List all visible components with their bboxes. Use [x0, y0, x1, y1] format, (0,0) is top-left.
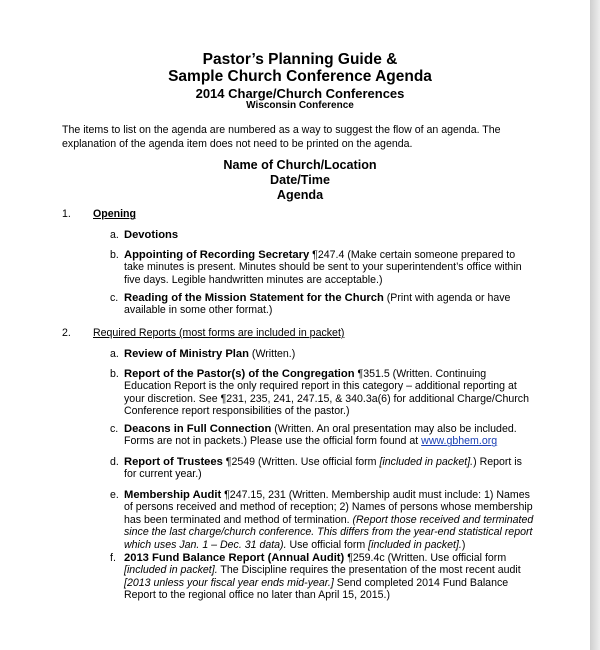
- item-letter: b.: [110, 368, 119, 380]
- item-heading: Reading of the Mission Statement for the Church: [124, 292, 384, 304]
- item-text: ¶247.4 (Make certain someone prepared to take minutes is present. Minutes should be sent to your superintendent’s office within five days. Legible handwritten minutes are acceptable.): [124, 249, 522, 286]
- item-heading: Appointing of Recording Secretary: [124, 249, 310, 261]
- item-italic: (Report those received and terminated since the last charge/church conference. This differs from the year-end statistical report which uses Jan. 1 – Dec. 31 data).: [124, 513, 534, 551]
- subtitle: 2014 Charge/Church Conferences: [195, 86, 405, 101]
- item-text: (Written. An oral presentation may also be included. Forms are not in packets.) Please use the official form found at: [124, 423, 517, 448]
- item-body: [124, 489, 536, 551]
- item-letter: a.: [110, 229, 119, 241]
- agenda-header-agenda: Agenda: [276, 188, 324, 202]
- item-letter: b.: [110, 249, 119, 261]
- title-line-1: Pastor’s Planning Guide &: [202, 51, 398, 68]
- item-heading: Review of Ministry Plan: [124, 348, 249, 360]
- gbhem-link[interactable]: www.gbhem.org: [421, 435, 498, 448]
- intro-paragraph: The items to list on the agenda are numbered as a way to suggest the flow of an agenda. The explanation of the agenda item does not need to be printed on the agenda.: [62, 124, 501, 150]
- item-heading: Deacons in Full Connection: [124, 423, 272, 435]
- item-heading: Devotions: [124, 229, 179, 241]
- item-text: ¶2549 (Written. Use official form: [222, 456, 380, 468]
- item-text-2: Use official form: [286, 538, 369, 551]
- item-heading: Report of the Pastor(s) of the Congregation: [124, 368, 355, 380]
- conference-name: Wisconsin Conference: [246, 100, 354, 111]
- item-body: [124, 292, 536, 317]
- item-italic-2: [included in packet].: [368, 538, 462, 551]
- item-text: (Print with agenda or have available in some other format.): [124, 292, 511, 317]
- item-heading: 2013 Fund Balance Report (Annual Audit): [124, 552, 345, 564]
- item-text: ¶351.5 (Written. Continuing Education Report is the only required report in this category – additional reporting at your discretion. See ¶231, 235, 241, 247.15, & 340.3a(6) for additional Charge/Church Conference report responsibilities of the pastor.): [124, 368, 529, 418]
- item-body: [124, 229, 536, 241]
- item-body: [124, 368, 536, 418]
- item-text-3: Send completed 2014 Fund Balance Report to the regional office no later than April 15, 2015.): [124, 576, 509, 602]
- section-number-1: 1.: [62, 208, 71, 220]
- item-letter: d.: [110, 456, 119, 468]
- item-body: [124, 552, 536, 602]
- item-letter: f.: [110, 552, 116, 564]
- item-body: [124, 348, 536, 360]
- item-italic: [included in packet].: [379, 456, 474, 468]
- item-letter: c.: [110, 423, 119, 435]
- item-text-2: ) Report is for current year.): [124, 456, 522, 481]
- section-title-required-reports: Required Reports (most forms are included in packet): [93, 327, 345, 339]
- item-body: [124, 249, 536, 286]
- agenda-header-church: Name of Church/Location: [223, 158, 377, 172]
- item-italic-2: [2013 unless your fiscal year ends mid-year.]: [124, 576, 334, 589]
- item-heading: Membership Audit: [124, 489, 222, 501]
- item-text: ¶259.4c (Written. Use official form: [344, 552, 507, 564]
- section-title-opening: Opening: [93, 208, 136, 220]
- title-line-2: Sample Church Conference Agenda: [168, 68, 432, 85]
- item-text-2: The Discipline requires the presentation of the most recent audit: [217, 564, 521, 577]
- item-letter: e.: [110, 489, 119, 501]
- section-number-2: 2.: [62, 327, 71, 339]
- item-text-3: ): [461, 538, 466, 551]
- item-heading: Report of Trustees: [124, 456, 223, 468]
- agenda-header-date: Date/Time: [270, 173, 330, 187]
- item-text: (Written.): [248, 348, 296, 360]
- item-italic: [included in packet].: [124, 564, 218, 577]
- item-letter: a.: [110, 348, 119, 360]
- item-body: [124, 423, 536, 448]
- item-text: ¶247.15, 231 (Written. Membership audit must include: 1) Names of persons received and method of reception; 2) Names of persons whose membership has been terminated and method of termination.: [124, 489, 533, 526]
- item-body: [124, 456, 536, 481]
- item-letter: c.: [110, 292, 119, 304]
